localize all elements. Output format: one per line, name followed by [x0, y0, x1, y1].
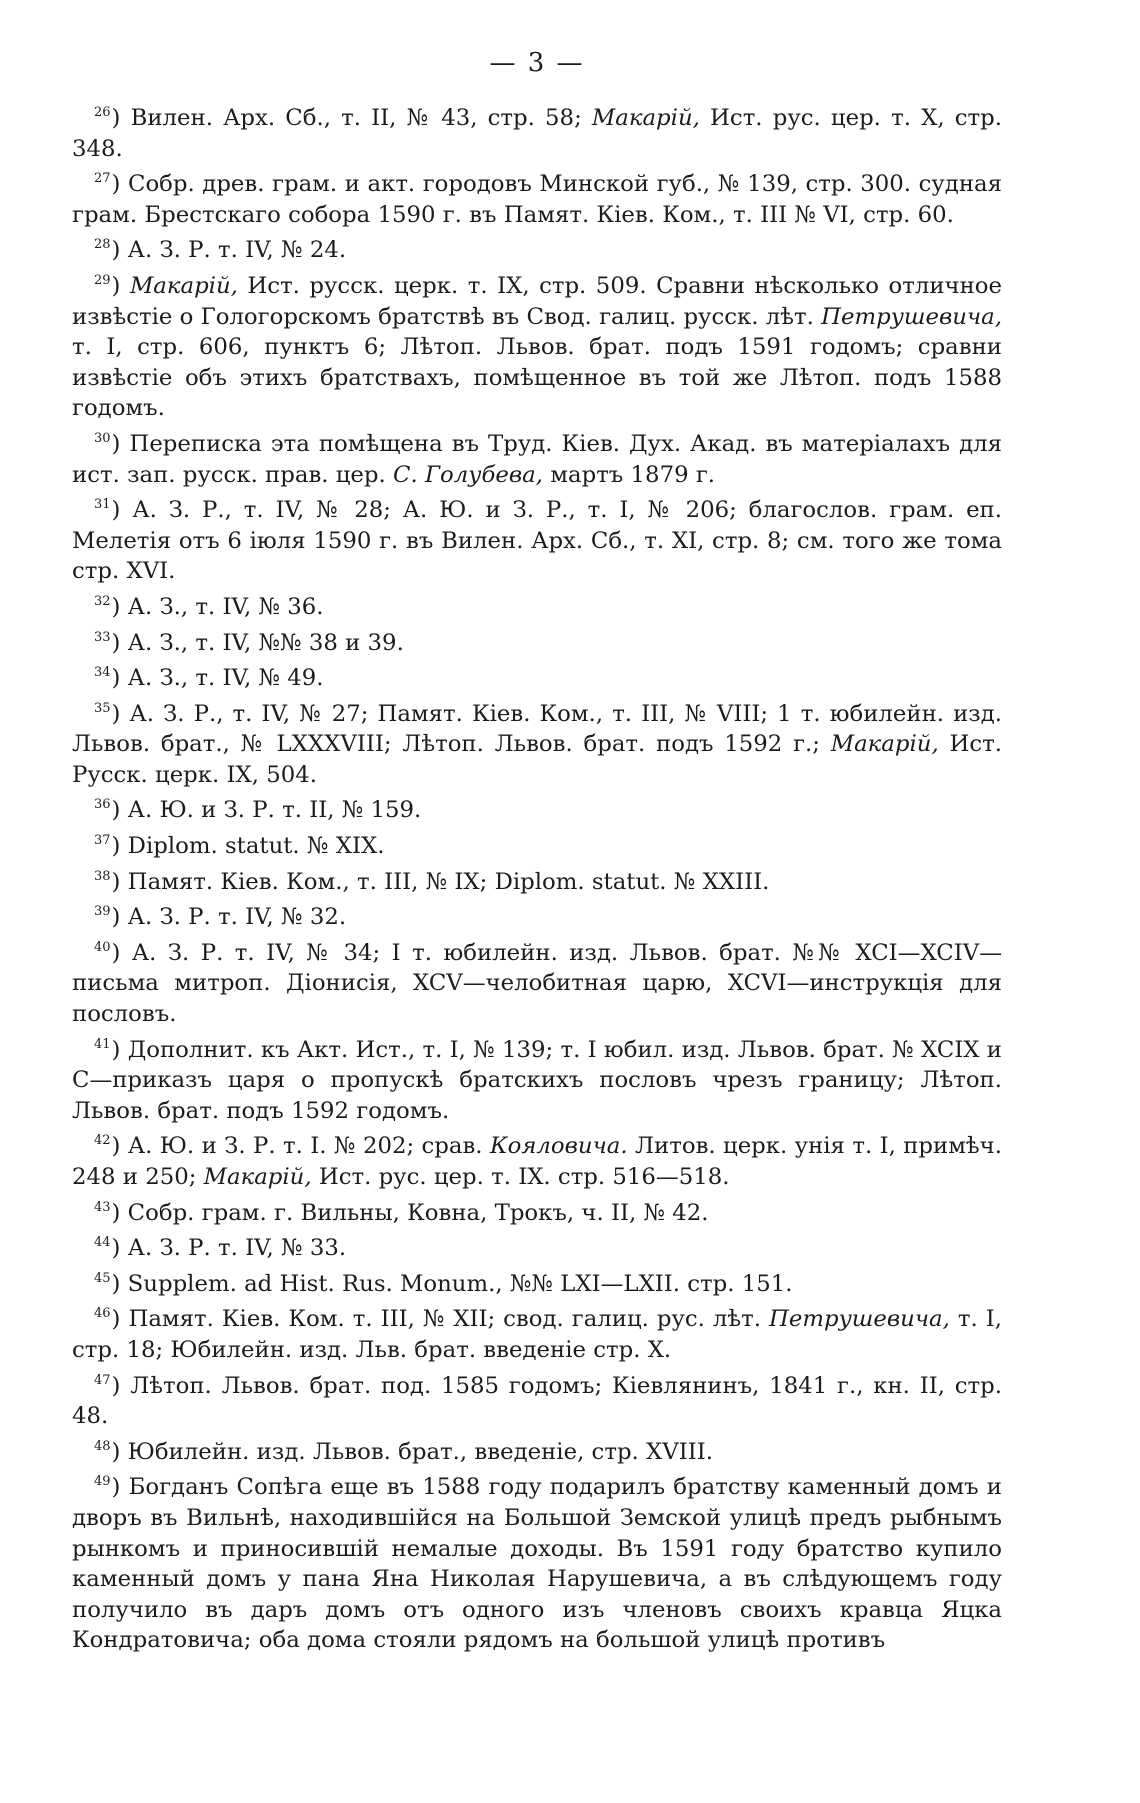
footnote-45 [72, 1264, 1002, 1300]
footnote-41 [72, 1030, 1002, 1127]
footnote-text: ) Собр. грам. г. Вильны, Ковна, Трокъ, ч. II, № 42. [111, 1199, 709, 1226]
footnote-26 [72, 98, 1002, 164]
footnote-number: 43 [94, 1199, 111, 1215]
footnote-35 [72, 694, 1002, 791]
footnote-text: ) Памят. Кіев. Ком. т. III, № XII; свод. галиц. рус. лѣт. [111, 1306, 769, 1333]
footnote-text: ) А. З. Р. т. IV, № 32. [111, 904, 347, 931]
footnote-48 [72, 1432, 1002, 1468]
footnote-text: ) Собр. древ. грам. и акт. городовъ Минской губ., № 139, стр. 300. судная грам. Брестскаго собора 1590 г. въ Памят. Кіев. Ком., т. III № VI, стр. 60. [72, 171, 1002, 228]
footnote-text: ) А. З., т. IV, № 36. [111, 593, 324, 620]
footnote-43 [72, 1193, 1002, 1229]
footnote-number: 49 [94, 1474, 111, 1490]
footnote-28 [72, 230, 1002, 266]
footnote-49 [72, 1467, 1002, 1656]
footnote-text: ) А. З. Р. т. IV, № 24. [111, 237, 347, 264]
footnote-34 [72, 658, 1002, 694]
footnote-text: ) А. З. Р. т. IV, № 33. [111, 1235, 347, 1262]
footnote-text: ) Памят. Кіев. Ком., т. III, № IX; Diplom. statut. № XXIII. [111, 868, 770, 895]
footnote-number: 44 [94, 1235, 111, 1251]
footnote-number: 33 [94, 629, 111, 645]
footnote-36 [72, 790, 1002, 826]
footnote-40 [72, 933, 1002, 1030]
footnote-37 [72, 826, 1002, 862]
footnote-italic-text: С. Голубева, [393, 461, 544, 488]
footnote-number: 46 [94, 1306, 111, 1322]
footnote-number: 27 [94, 171, 111, 187]
footnote-text: Ист. Русск. церк. IX, 504. [72, 731, 1002, 788]
footnote-number: 38 [94, 868, 111, 884]
footnote-number: 36 [94, 797, 111, 813]
footnote-text: Ист. рус. цер. т. X, стр. 348. [72, 105, 1002, 162]
footnote-text: ) [111, 272, 130, 299]
footnote-text: ) Переписка эта помѣщена въ Труд. Кіев. Дух. Акад. въ матеріалахъ для ист. зап. русск. прав. цер. [72, 430, 1002, 488]
footnote-number: 39 [94, 904, 111, 920]
footnote-31 [72, 490, 1002, 587]
footnote-number: 35 [94, 700, 111, 716]
footnote-32 [72, 587, 1002, 623]
footnotes-list [72, 98, 1002, 1656]
footnote-text: ) А. З. Р., т. IV, № 28; А. Ю. и З. Р., т. I, № 206; благослов. грам. еп. Мелетія отъ 6 іюля 1590 г. въ Вилен. Арх. Сб., т. XI, стр. 8; см. того же тома стр. XVI. [72, 497, 1002, 585]
footnote-italic-text: Макарій, [591, 105, 700, 131]
footnote-number: 32 [94, 593, 111, 609]
footnote-text: ) А. З. Р. т. IV, № 34; I т. юбилейн. изд. Львов. брат. №№ XCI—XCIV—письма митроп. Діонисія, XCV—челобитная царю, XCVI—инструкція для пословъ. [72, 939, 1002, 1028]
footnote-39 [72, 897, 1002, 933]
footnote-text: мартъ 1879 г. [543, 461, 716, 488]
footnote-text: ) Diplom. statut. № XIX. [111, 833, 385, 860]
footnote-42 [72, 1126, 1002, 1192]
footnote-text: ) А. Ю. и З. Р. т. I. № 202; срав. [111, 1133, 490, 1160]
footnote-text: ) Supplem. ad Hist. Rus. Monum., №№ LXI—LXII. стр. 151. [111, 1270, 793, 1297]
footnote-number: 48 [94, 1438, 111, 1454]
footnote-text: ) А. З., т. IV, №№ 38 и 39. [111, 629, 404, 656]
footnote-27 [72, 164, 1002, 230]
footnote-number: 45 [94, 1270, 111, 1286]
footnote-text: ) Вилен. Арх. Сб., т. II, № 43, стр. 58; [111, 105, 592, 131]
footnote-text: Ист. рус. цер. т. IX. стр. 516—518. [311, 1164, 730, 1190]
footnote-number: 34 [94, 665, 111, 681]
footnote-text: т. I, стр. 606, пунктъ 6; Лѣтоп. Львов. брат. подъ 1591 годомъ; сравни извѣстіе объ этихъ братствахъ, помѣщенное въ той же Лѣтоп. подъ 1588 годомъ. [72, 334, 1002, 422]
footnote-30 [72, 424, 1002, 490]
footnote-italic-text: Петрушевича, [821, 303, 1002, 330]
footnote-number: 29 [94, 272, 111, 288]
footnote-29 [72, 266, 1002, 424]
footnote-38 [72, 862, 1002, 898]
footnote-number: 41 [94, 1036, 111, 1052]
footnote-text: Литов. церк. унія т. I, примѣч. 248 и 250; [72, 1133, 1002, 1190]
footnote-text: ) Лѣтоп. Львов. брат. под. 1585 годомъ; Кіевлянинъ, 1841 г., кн. II, стр. 48. [72, 1372, 1002, 1430]
footnote-number: 26 [94, 105, 111, 120]
footnote-number: 40 [94, 939, 111, 955]
footnote-number: 47 [94, 1372, 111, 1388]
footnote-text: ) Юбилейн. изд. Львов. брат., введеніе, стр. XVIII. [111, 1438, 713, 1465]
footnote-italic-text: Макарій, [129, 272, 238, 299]
footnote-text: ) А. Ю. и З. Р. т. II, № 159. [111, 797, 422, 824]
document-page [72, 40, 1002, 1656]
footnote-text: Ист. русск. церк. т. IX, стр. 509. Сравни нѣсколько отличное извѣстіе о Гологорскомъ братствѣ въ Свод. галиц. русск. лѣт. [72, 272, 1002, 330]
footnote-number: 28 [94, 237, 111, 253]
footnote-text: ) А. З. Р., т. IV, № 27; Памят. Кіев. Ком., т. III, № VIII; 1 т. юбилейн. изд. Львов. брат., № LXXXVIII; Лѣтоп. Львов. брат. подъ 1592 г.; [72, 700, 1002, 758]
footnote-number: 31 [94, 497, 111, 513]
footnote-number: 42 [94, 1133, 111, 1149]
footnote-46 [72, 1299, 1002, 1365]
footnote-italic-text: Петрушевича, [769, 1306, 950, 1333]
footnote-44 [72, 1228, 1002, 1264]
footnote-italic-text: Кояловича. [489, 1133, 628, 1160]
footnote-text: ) Богданъ Сопѣга еще въ 1588 году подарилъ братству каменный домъ и дворъ въ Вильнѣ, находившійся на Большой Земской улицѣ предъ рыбнымъ рынкомъ и приносившій немалые доходы. Въ 1591 году братство купило каменный домъ у пана Яна Николая Нарушевича, а въ слѣдующемъ году получило въ даръ домъ отъ одного изъ членовъ своихъ кравца Яцка Кондратовича; оба дома стояли рядомъ на большой улицѣ противъ [72, 1474, 1002, 1654]
footnote-number: 30 [94, 430, 111, 446]
footnote-italic-text: Макарій, [203, 1164, 312, 1190]
page-number-header: — 3 — [489, 48, 585, 78]
footnote-33 [72, 623, 1002, 659]
footnote-text: т. I, стр. 18; Юбилейн. изд. Льв. брат. введеніе стр. X. [72, 1306, 1002, 1363]
footnote-text: ) А. З., т. IV, № 49. [111, 665, 324, 692]
footnote-text: ) Дополнит. къ Акт. Ист., т. I, № 139; т. I юбил. изд. Львов. брат. № XCIX и C—приказъ царя о пропускѣ братскихъ пословъ чрезъ границу; Лѣтоп. Львов. брат. подъ 1592 годомъ. [72, 1036, 1002, 1124]
footnote-italic-text: Макарій, [830, 731, 939, 758]
footnote-number: 37 [94, 833, 111, 849]
footnote-47 [72, 1366, 1002, 1432]
